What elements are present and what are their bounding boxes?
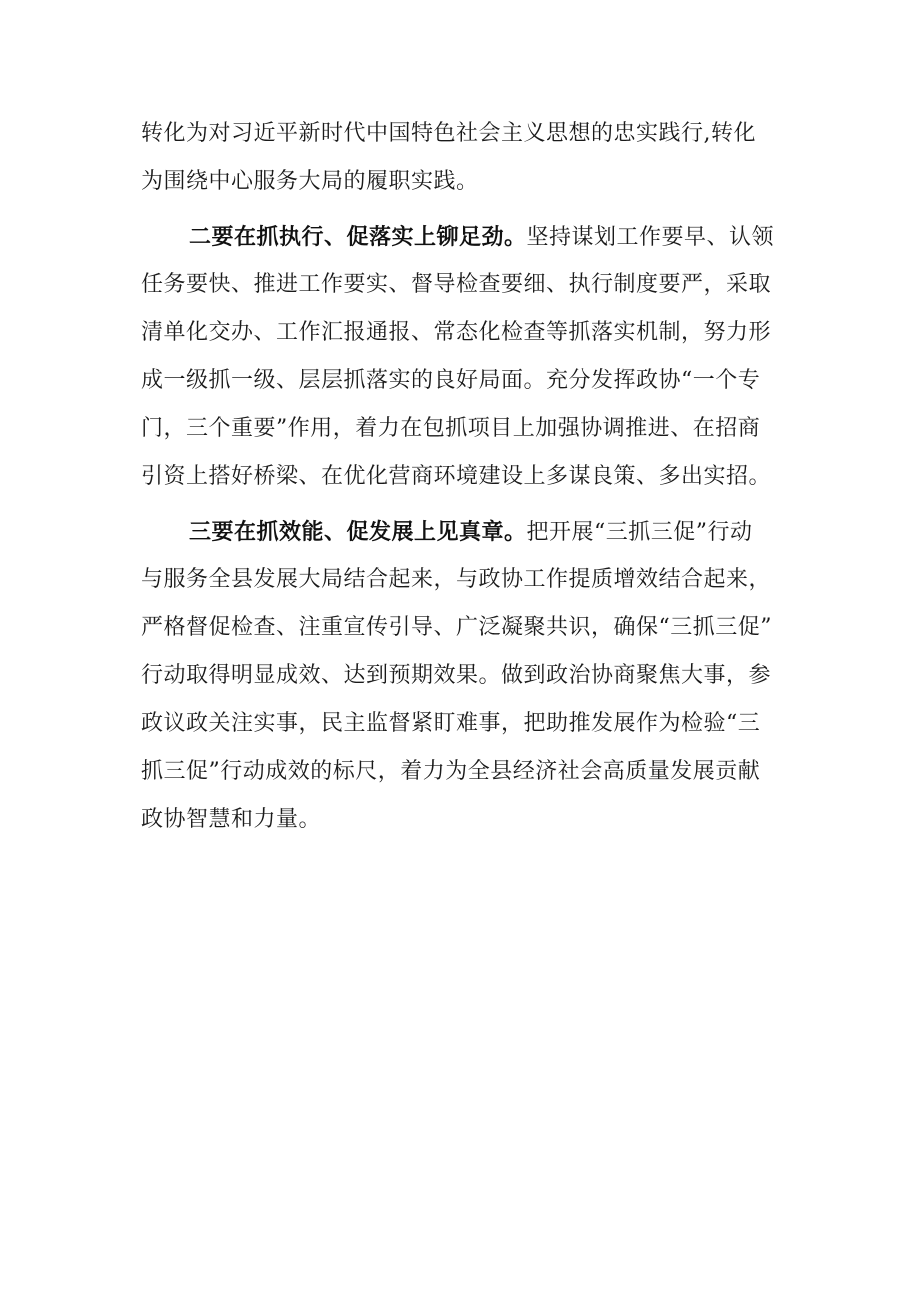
paragraph-3 — [141, 508, 791, 844]
paragraph-2-line-4: 成一级抓一级、层层抓落实的良好局面。充分发挥政协“一个专 — [141, 368, 761, 393]
paragraph-3-line-3: 严格督促检查、注重宣传引导、广泛凝聚共识，确保“三抓三促” — [141, 615, 772, 640]
paragraph-2-line-1 — [141, 213, 791, 261]
paragraph-3-first-line-rest: 把开展“三抓三促”行动 — [526, 520, 753, 545]
paragraph-3-line-2: 与服务全县发展大局结合起来，与政协工作提质增效结合起来， — [141, 567, 772, 592]
paragraph-2-line-3: 清单化交办、工作汇报通报、常态化检查等抓落实机制，努力形 — [141, 320, 772, 345]
paragraph-1-line-2: 为围绕中心服务大局的履职实践。 — [141, 169, 479, 194]
paragraph-3-line-6: 抓三促”行动成效的标尺，着力为全县经济社会高质量发展贡献 — [141, 759, 761, 784]
paragraph-1 — [141, 110, 791, 206]
paragraph-3-lead: 三要在抓效能、促发展上见真章。 — [189, 519, 527, 545]
paragraph-3-line-7: 政协智慧和力量。 — [141, 807, 322, 832]
paragraph-3-line-1 — [141, 508, 791, 556]
paragraph-1-line-1: 转化为对习近平新时代中国特色社会主义思想的忠实践行,转化 — [141, 121, 756, 146]
paragraph-2-line-5: 门，三个重要”作用，着力在包抓项目上加强协调推进、在招商 — [141, 416, 761, 441]
paragraph-2-first-line-rest: 坚持谋划工作要早、认领 — [526, 225, 775, 250]
paragraph-3-line-4: 行动取得明显成效、达到预期效果。做到政治协商聚焦大事，参 — [141, 663, 772, 688]
paragraph-2-line-2: 任务要快、推进工作要实、督导检查要细、执行制度要严，采取 — [141, 272, 772, 297]
paragraph-2 — [141, 213, 791, 501]
paragraph-2-lead: 二要在抓执行、促落实上铆足劲。 — [189, 224, 527, 250]
paragraph-3-line-5: 政议政关注实事，民主监督紧盯难事，把助推发展作为检验“三 — [141, 711, 761, 736]
paragraph-2-line-6: 引资上搭好桥梁、在优化营商环境建设上多谋良策、多出实招。 — [141, 464, 772, 489]
